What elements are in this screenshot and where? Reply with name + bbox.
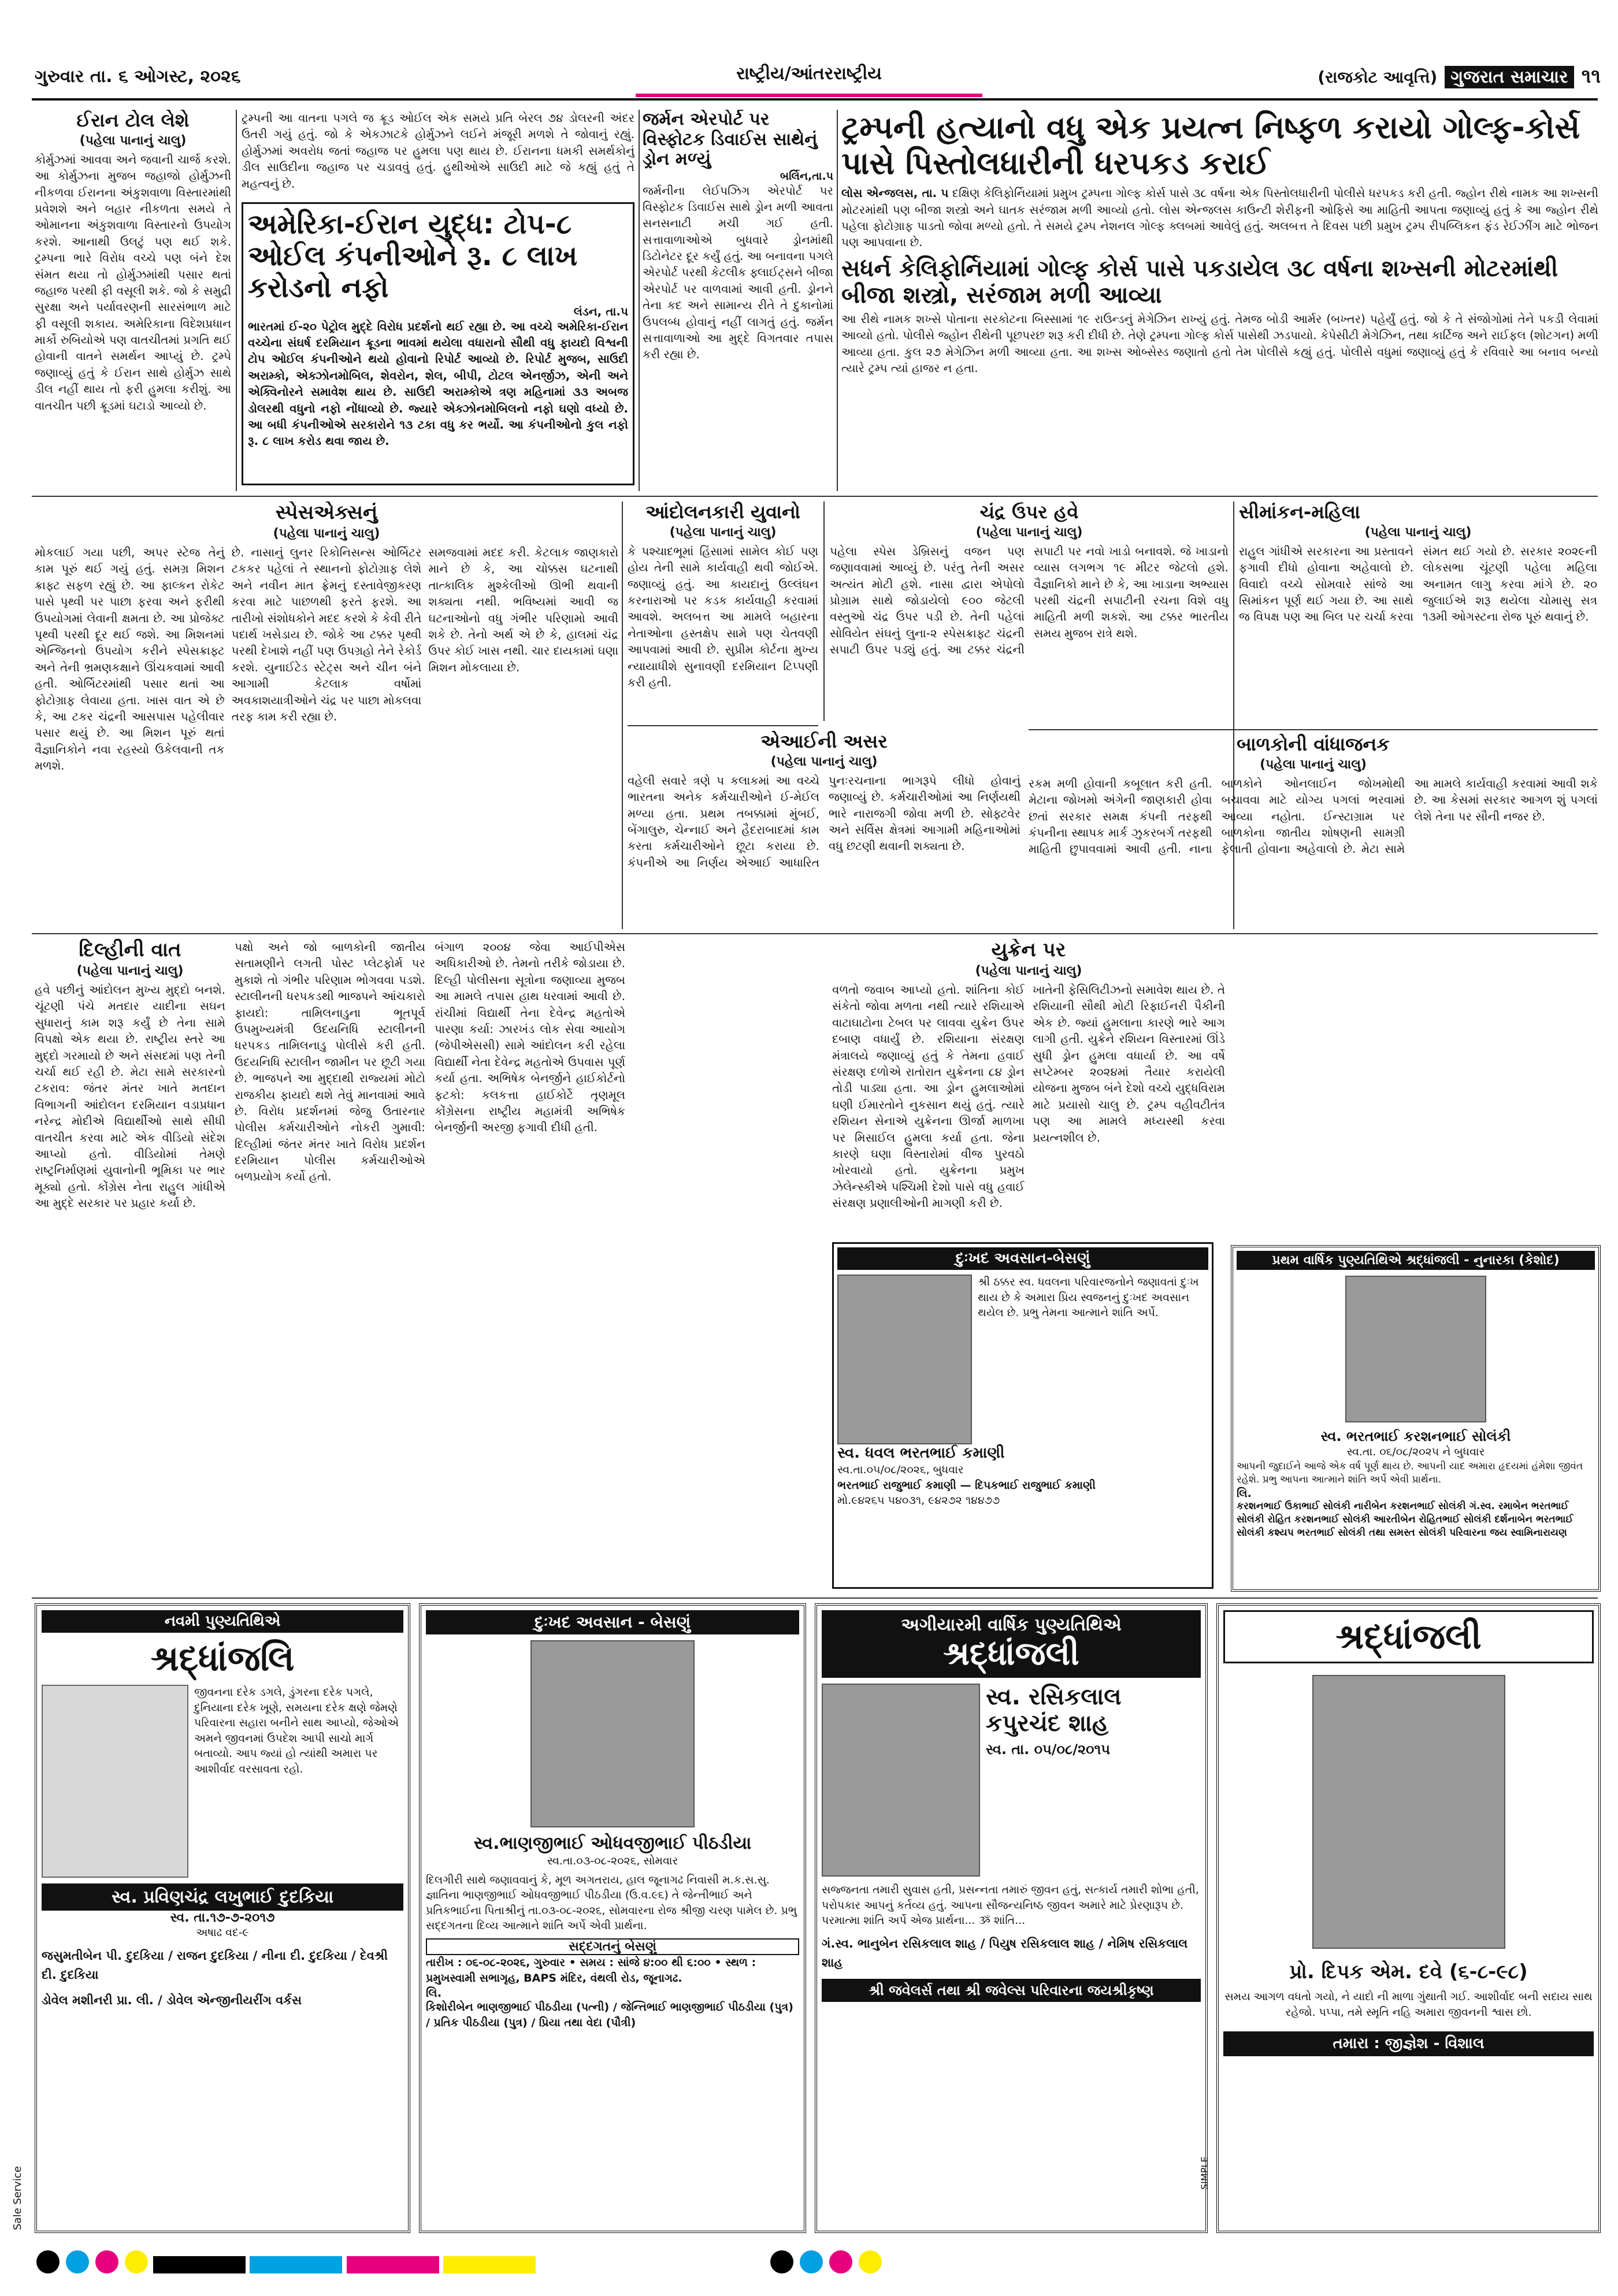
article-drone: [643, 110, 833, 491]
column-rule: [639, 110, 640, 491]
headline: ચંદ્ર ઉપર હવે: [979, 501, 1079, 523]
article-body: વળતો જવાબ આપ્યો હતો. શાંતિના કોઈ સંકેતો જોવા મળતા નથી ત્યારે રશિયાએ વાટાઘાટોના ટેબલ પર લાવવા યુક્રેન ઉપર દબાણ વધાર્યું છે. રશિયાના સંરક્ષણ મંત્રાલયે જણાવ્યું હતું કે તેમના હવાઈ સંરક્ષણ દળોએ રાતોરાત યુક્રેનના ૮૪ ડ્રોન તોડી પાડ્યા હતા. આ ડ્રોન હુમલાઓમાં ઘણી ઈમારતોને નુકસાન થયું હતું. ત્યારે રશિયન સેનાએ યુક્રેનના ઊર્જા માળખા પર મિસાઈલ હુમલા કર્યા હતા. જેના કારણે ઘણા વિસ્તારોમાં વીજ પુરવઠો ખોરવાયો હતો. યુક્રેનના પ્રમુખ ઝેલેન્સ્કીએ પશ્ચિમી દેશો પાસે વધુ હવાઈ સંરક્ષણ પ્રણાલીઓની માગણી કરી છે.: [832, 983, 1025, 1210]
reg-bar-cyan: [250, 2256, 342, 2273]
deceased-name: સ્વ. ધવલ ભરતભાઈ કમાણી: [837, 1444, 1005, 1462]
ad-body: દિલગીરી સાથે જણાવવાનું કે, મૂળ અગતરાય, હાલ જૂનાગઢ નિવાસી મ.ક.સ.સુ. જ્ઞાતિના ભાણજીભાઈ ઓધવજીભાઈ પીઠડીયા (ઉ.વ.૯૬) તે જેન્તીભાઈ અને પ્રતિકભાઈના પિતાશ્રીનું તા.૦૩-૦૮-૨૦૨૬, સોમવારના રોજ શ્રીજી ચરણ પામેલ છે. પ્રભુ સદ્દગતના દિવ્ય આત્માને શાંતિ અર્પે એવી પ્રાર્થના.: [426, 1873, 797, 1933]
column-rule: [622, 501, 623, 929]
stamp-text: Sale Service: [12, 2166, 24, 2230]
ad-title: શ્રદ્ધાંજલી: [943, 1635, 1079, 1673]
headline: આંદોલનકારી યુવાનો: [645, 501, 800, 523]
death-date: સ્વ. તા.૧૭-૭-૨૦૧૭: [170, 1911, 275, 1925]
death-date: સ્વ.તા.૦૫/૦૮/૨૦૨૬, બુધવાર: [837, 1463, 964, 1476]
portrait-photo: [530, 1640, 695, 1827]
death-date: સ્વ. તા. ૦૫/૦૮/૨૦૧૫: [986, 1741, 1111, 1758]
article-body: કોર્મુઝમાં આવવા અને જવાની ચાર્જ કરશે. આ કોર્મુઝના મુજબ જહાજો હોર્મુઝની નીકળવા ઈરાનના અંકુશવાળા વિસ્તારમાંથી પ્રવેશશે અને બહાર નીકળતા સમયે તે ઓમાનના અંકુશવાળા વિસ્તારનો ઉપયોગ કરશે. આનાથી ઉલટું પણ થઈ શકે. ટ્રમ્પના ભારે વિરોધ વચ્ચે પણ બંને દેશ સંમત થયા તો હોર્મુઝમાંથી પસાર થતાં જહાજ પરથી ફી વસૂલી શકે. જો કે સમુદ્રી સુરક્ષા અને પર્યાવરણની સારસંભાળ માટે ફી વસૂલી શકાય. અમેરિકાના વિદેશપ્રધાન માર્કો રુબિયોએ પણ વાતચીતમાં પ્રગતિ થઈ હોવાની વાતને સમર્થન આપ્યું છે. ટ્રમ્પે જણાવ્યું હતું કે ઈરાન સાથે હોર્મુઝ સાથે ડીલ નહીં થાય તો ફરી હુમલા કરીશું. આ વાતચીત પછી ક્રૂડમાં ઘટાડો આવ્યો છે.: [35, 152, 231, 413]
masthead-right: [1231, 65, 1601, 96]
continued-label: (પહેલા પાનાનું ચાલુ): [669, 525, 777, 540]
dateline: બર્લિન,તા.પ: [780, 169, 833, 183]
article-body: દક્ષિણ કેલિફોર્નિયામાં પ્રમુખ ટ્રમ્પના ગોલ્ફ કોર્સ પાસે ૩૮ વર્ષના એક પિસ્તોલધારીની પોલીસે ધરપકડ કરી હતી. જ્હોન રીથે નામક આ શખ્સની મોટરમાંથી પણ બીજા શસ્ત્રો અને ઘાતક સરંજામ મળી આવ્યો હતો. લોસ એન્જલસ કાઉન્ટી શેરીફની ઓફિસે આ માહિતી આપતા જણાવ્યું હતું કે આ જ્હોન રીથે પહેલા ફોટોગ્રાફ પાડતો જોવા મળ્યો હતો. તે સમયે ટ્રમ્પ નેશનલ ગોલ્ફ ક્લબમાં આવેલું હતું. અલબત્ત તે દિવસ પછી પ્રમુખ ટ્રમ્પ રીપબ્લિકન ફંડ રેઈઝીંગ માટે ભોજન પણ આપવાના છે.: [841, 186, 1598, 250]
masthead-date: [35, 66, 497, 95]
portrait-photo: [1312, 1675, 1505, 1949]
article-body: પક્ષો અને જો બાળકોની જાતીય સતામણીને લગતી પોસ્ટ પ્લેટફોર્મ પર મુકાશે તો ગંભીર પરિણામ ભોગવવા પડશે. સ્ટાલીનની ધરપકડથી ભાજપને આંચકારો ફાયદો: તામિલનાડુના ભૂતપૂર્વ ઉપમુખ્યમંત્રી ઉદયનિધિ સ્ટાલીનની ધરપકડ તામિલનાડુ પોલીસે કરી હતી. ઉદયનિધિ સ્ટાલીન જામીન પર છૂટી ગયા છે. ભાજપને આ મુદ્દાથી રાજ્યમાં મોટો રાજકીય ફાયદો થશે તેવું માનવામાં આવે છે. વિરોધ પ્રદર્શનમાં જેજુ ઉતારનાર પોલીસ કર્મચારીઓને નોકરી ગુમાવી: દિલ્હીમાં જંતર મંતર ખાતે વિરોધ પ્રદર્શન દરમિયાન પોલીસ કર્મચારીઓએ બળપ્રયોગ કર્યો હતો.: [235, 940, 425, 1184]
portrait-photo: [42, 1685, 188, 1878]
dateline: લંડન, તા.પ: [573, 304, 628, 318]
article-body: હવે પછીનું આંદોલન મુખ્ય મુદ્દો બનશે. ચૂંટણી પંચે મતદાર યાદીના સઘન સુધારાનું કામ શરૂ કર્યું છે તેના સામે વિપક્ષો એક થયા છે. રાષ્ટ્રીય સ્તરે આ મુદ્દો ગરમાયો છે અને સંસદમાં પણ તેની ચર્ચા થઈ રહી છે. મેટા સામે સરકારનો ટકરાવ: જંતર મંતર ખાતે મતદાન વિભાગની આંદોલન દરમિયાન વડાપ્રધાન નરેન્દ્ર મોદીએ વિદ્યાર્થીઓ સાથે સીધી વાતચીત કરવા માટે એક વીડિયો સંદેશ આપ્યો હતો. વીડિયોમાં તેમણે રાષ્ટ્રનિર્માણમાં યુવાનોની ભૂમિકા પર ભાર મૂક્યો હતો. કોંગ્રેસ નેતા રાહુલ ગાંધીએ આ મુદ્દે સરકાર પર પ્રહાર કર્યા છે.: [35, 983, 225, 1210]
article-body: ખાતેની ફેસિલિટીઝનો સમાવેશ થાય છે. તે રશિયાની સૌથી મોટી રિફાઈનરી પૈકીની એક છે. જ્યાં હુમલાના કારણે ભારે આગ લાગી હતી. યુક્રેને રશિયન વિસ્તારમાં ઊંડે સુધી ડ્રોન હુમલા વધાર્યા છે. આ વર્ષે સપ્ટેમ્બર ૨૦૨૪માં તૈયાર કરાયેલી યોજના મુજબ બંને દેશો વચ્ચે યુદ્ધવિરામ માટે પ્રયાસો ચાલુ છે. ટ્રમ્પ વહીવટીતંત્ર પણ આ મામલે મધ્યસ્થી કરવા પ્રયત્નશીલ છે.: [1033, 983, 1225, 1145]
paper-logo: ગુજરાત સમાચાર: [1445, 66, 1574, 88]
reg-dot-black: [36, 2250, 60, 2273]
article-body: સમજવામાં મદદ કરી. કેટલાક જાણકારો માને છે કે, આ ચોક્કસ ઘટનાથી તાત્કાલિક મુશ્કેલીઓ ઊભી થવાની શક્યતા નથી. ભવિષ્યમાં આવી જ ઘટનાઓનો વધુ ગંભીર પરિણામો આવી શકે છે. તેનો અર્થ એ છે કે, હાલમાં ચંદ્ર ઉપર કોઈ ખાસ નથી. ચાર દાયકામાં ઘણા મિશન મોકલાયા છે.: [428, 545, 618, 674]
row-rule: [32, 933, 1598, 934]
deceased-name: સ્વ. પ્રવિણચંદ્ર લખુભાઈ દુદકિયા: [42, 1883, 403, 1911]
besnu-details: તારીખ : ૦૬-૦૮-૨૦૨૬, ગુરુવાર • સમય : સાંજે ૪:૦૦ થી ૬:૦૦ • સ્થળ : પ્રમુખસ્વામી સભાગૃહ, BAPS મંદિર, વંથલી રોડ, જૂનાગઢ.: [426, 1956, 756, 1985]
column-rule: [823, 501, 825, 721]
article-oil-lead: [242, 110, 634, 202]
reg-bar-black: [153, 2256, 246, 2273]
article-body: બંગાળ ૨૦૦૪ જેવા આઈપીએસ અધિકારીઓ છે. તેમનો તરીકે જોડાયા છે. દિલ્હી પોલીસના સૂત્રોના જણાવ્યા મુજબ આ મામલે તપાસ હાથ ધરવામાં આવી છે. રાંચીમાં વિદ્યાર્થી તેના દેવેન્દ્ર મહતોએ પારણા કર્યા: ઝારખંડ લોક સેવા આયોગ (જેપીએસસી) સામે આંદોલન કરી રહેલા વિદ્યાર્થી નેતા દેવેન્દ્ર મહતોએ ઉપવાસ પૂર્ણ કર્યા હતા. અભિષેક બેનર્જીને હાઈકોર્ટનો ફટકો: કલકત્તા હાઈકોર્ટે તૃણમૂલ કોંગ્રેસના રાષ્ટ્રીય મહામંત્રી અભિષેક બેનર્જીની અરજી ફગાવી દીધી હતી.: [435, 940, 625, 1135]
stamp-text: SIMPLE: [1199, 2156, 1210, 2190]
deceased-name: પ્રો. દિપક એમ. દવે: [1289, 1960, 1442, 1983]
ad-mourning-dhaval: [832, 1242, 1214, 1589]
issue-date: ગુરુવાર તા. ૬ ઓગસ્ટ, ૨૦૨૬: [35, 66, 241, 87]
column-rule: [837, 110, 838, 491]
deceased-name: સ્વ.ભાણજીભાઈ ઓધવજીભાઈ પીઠડીયા: [473, 1833, 752, 1853]
continued-label: (પહેલા પાનાનું ચાલુ): [770, 754, 878, 769]
ad-signoff: લિ.: [426, 1986, 442, 2000]
article-body: ટ્રમ્પની આ વાતના પગલે જ ક્રૂડ ઓઈલ એક સમયે પ્રતિ બેરલ ૭૪ ડોલરની અંદર ઉતરી ગયું હતું. જો કે એકઝાટકે હોર્મુઝને લઈને મંજૂરી મળશે તે જોવાનું રહ્યું. હોર્મુઝમાં અવરોધ જતાં જહાજ પર હુમલા પણ થાય છે. ઈરાનના ધમકી સમર્થકોનું ડીલ સાઉદીના જહાજ પર ચડાવવું હતું. હુથીઓએ સાઉદી માટે જે કહ્યું હતું તે મહત્વનું છે.: [242, 111, 634, 191]
ad-body: સમય આગળ વધતો ગયો, ને યાદો ની માળા ગુંથાતી ગઈ. આશીર્વાદ બની સદાય સાથ રહેજો. પપ્પા, તમે સ્મૃતિ નહિ અમારા જીવનની શ્વાસ છો.: [1224, 1990, 1593, 2019]
stamp-left: [12, 2149, 35, 2230]
article-body: વહેલી સવારે ત્રણે પ કલાકમાં આ વચ્ચે ભારતના અનેક કર્મચારીઓને ઈ-મેઈલ મળ્યા હતા. પ્રથમ તબક્કામાં મુંબઈ, બેંગાલુરુ, ચેન્નાઈ અને હૈદરાબાદમાં કામ કરતા કર્મચારીઓને છૂટા કરાયા છે. કંપનીએ આ નિર્ણય એઆઈ આધારિત પુનઃરચનાના ભાગરૂપે લીધો હોવાનું જણાવ્યું છે. કર્મચારીઓમાં આ નિર્ણયથી ભારે નારાજગી જોવા મળી છે. સોફ્ટવેર અને સર્વિસ ક્ષેત્રમાં આગામી મહિનાઓમાં વધુ છટણી થવાની શક્યતા છે.: [628, 773, 1020, 870]
ad-signature: તમારા : જીજ્ઞેશ - વિશાલ: [1223, 2031, 1594, 2056]
article-youth: [628, 501, 818, 721]
header-rule: [32, 98, 1598, 101]
ad-title: શ્રદ્ધાંજલિ: [150, 1639, 295, 1679]
article-body: રકમ મળી હોવાની કબૂલાત કરી હતી. મેટાના જોખમો અંગેની જાણકારી હોવા છતાં સરકાર સમક્ષ કંપની તરફથી કંપનીના સ્થાપક માર્ક ઝુકરબર્ગ તરફથી માહિતી છુપાવવામાં આવી હતી. નાના બાળકોને ઓનલાઈન જોખમોથી બચાવવા માટે યોગ્ય પગલાં ભરવામાં આવ્યા નહોતા. ઈન્સ્ટાગ્રામ પર બાળકોના જાતીય શોષણની સામગ્રી ફેલાતી હોવાના અહેવાલો છે. મેટા સામે આ મામલે કાર્યવાહી કરવામાં આવી શકે છે. આ કેસમાં સરકાર આગળ શું પગલાં લેશે તેના પર સૌની નજર છે.: [1029, 776, 1598, 856]
article-iran-toll: [35, 110, 231, 491]
edition-label: (રાજકોટ આવૃત્તિ): [1318, 68, 1438, 87]
article-body: છે. નાસાનું લુનર રિકોનિસન્સ ઓર્બિટર ટકકર પહેલાં તે સ્થાનનો ફોટોગ્રાફ લેશે અને નવીન માત ફ્રેમનું દસ્તાવેજીકરણ કરવા માટે પાછળથી ફરતે ફરશે. આ તારીખો સંશોધકોને મદદ કરશે કે કેવી રીતે પદાર્થ ખસેડાય છે. જોકે આ ટક્કર પૃથ્વી પરથી દેખાશે નહીં પણ ઉપગ્રહો તેને રેકોર્ડ કરશે. યુનાઈટેડ સ્ટેટ્સ અને ચીન બંને આગામી કેટલાક વર્ષોમાં અવકાશયાત્રીઓને ચંદ્ર પર પાછા મોકલવા તરફ કામ કરી રહ્યા છે.: [231, 545, 422, 723]
continued-label: (પહેલા પાનાનું ચાલુ): [975, 964, 1082, 979]
headline: જર્મન એરપોર્ટ પર વિસ્ફોટક ડિવાઈસ સાથેનું ડ્રોન મળ્યું: [643, 110, 818, 169]
header-accent-rule: [636, 94, 982, 97]
article-body: જર્મનીના લેઈપઝિગ એરપોર્ટ પર વિસ્ફોટક ડિવાઈસ સાથે ડ્રોન મળી આવતા સનસનાટી મચી ગઈ હતી. સત્તાવાળાઓએ બુધવારે ડ્રોનમાંથી ડિટોનેટર દૂર કર્યું હતું. આ બનાવના પગલે એરપોર્ટ પરથી કેટલીક ફ્લાઈટ્સને બીજા એરપોર્ટ પર વાળવામાં આવી હતી. ડ્રોનને તેના કદ અને સામાન્ય રીતે તે દુકાનોમાં ઉપલબ્ધ હોવાનું નહીં લાગતું હતું. જર્મન સત્તાવાળાઓ આ મુદ્દે વિગતવાર તપાસ કરી રહ્યા છે.: [643, 183, 833, 362]
article-moon: [830, 501, 1229, 727]
column-rule: [236, 110, 237, 491]
article-oil-profit: [242, 202, 634, 485]
portrait-photo: [822, 1684, 980, 1877]
firm-names: ડોવેલ મશીનરી પ્રા. લી. / ડોવેલ એન્જીનીયરીંગ વર્કસ: [42, 1993, 302, 2007]
ad-body: આપની જુદાઈને આજે એક વર્ષ પૂર્ણ થાય છે. આપની યાદ અમારા હૃદયમાં હંમેશા જીવંત રહેશે. પ્રભુ આપના આત્માને શાંતિ અર્પે એવી પ્રાર્થના.: [1237, 1460, 1583, 1486]
row-rule: [1029, 729, 1598, 730]
headline: એઆઈની અસર: [760, 731, 888, 752]
article-children: [1029, 734, 1598, 924]
stamp-right: [1199, 2138, 1216, 2195]
headline: બાળકોની વાંધાજનક: [1237, 734, 1390, 755]
ad-top-label: નવમી પુણ્યતિથિએ: [42, 1610, 403, 1633]
family-names: કિશોરીબેન ભાણજીભાઈ પીઠડીયા (પત્ની) / જેન્તિભાઈ ભાણજીભાઈ પીઠડીયા (પુત્ર) / પ્રતિક પીઠડીયા (પુત્ર) / પ્રિયા તથા વેદા (પૌત્રી): [426, 2001, 793, 2029]
headline: સ્પેસએક્સનું: [275, 501, 378, 524]
reg-bar-yellow: [443, 2256, 536, 2273]
article-body: મોકલાઈ ગયા પછી, અપર સ્ટેજ તેનું કામ પૂરું થઈ ગયું હતું. સમગ્ર મિશન ક્રાફ્ટ સફળ રહ્યું છે. આ ફાલ્કન રોકેટ પાસે પૃથ્વી પર પાછા ફરવા અને ફરીથી ઉપયોગમાં લેવાની ક્ષમતા છે. આ પ્રોજેક્ટ પૃથ્વી પરથી દૂર થઈ જશે. આ મિશનમાં એન્જિનનો ઉપયોગ કરીને સ્પેસક્રાફ્ટ અને તેની ભ્રમણકક્ષાને ઊંચકવામાં આવી હતી. ઓર્બિટરમાંથી પસાર થતાં આ ફોટોગ્રાફ લેવાયા હતા. ખાસ વાત એ છે કે, આ ટકર ચંદ્રની આસપાસ પહેલીવાર પસાર થયું છે. આ મિશન પૂરું થતાં વૈજ્ઞાનિકોને નવા રહસ્યો ઉકેલવાની તક મળશે.: [35, 545, 225, 773]
registration-bar: [35, 2250, 1595, 2279]
ad-body: જીવનના દરેક ડગલે, ડુંગરના દરેક પગલે, દુનિયાના દરેક ખૂણે, સમયના દરેક ક્ષણે જેમણે પરિવારના સહારા બનીને સાથ આપ્યો, જેઓએ અમને જીવનમાં ઉપદેશ આપી સાચો માર્ગ બતાવ્યો. આપ જ્યાં હો ત્યાંથી અમારા પર આશીર્વાદ વરસાવતા રહો.: [194, 1686, 399, 1775]
family-names: ગં.સ્વ. ભાનુબેન રસિકલાલ શાહ / પિયુષ રસિકલાલ શાહ / નેમિષ રસિકલાલ શાહ: [822, 1936, 1188, 1970]
ad-top-label: અગીયારમી વાર્ષિક પુણ્યતિથિએ: [901, 1615, 1122, 1635]
continued-label: (પહેલા પાનાનું ચાલુ): [1364, 525, 1472, 540]
family-names: જસુમતીબેન પી. દુદકિયા / રાજન દુદકિયા / નીના દી. દુદકિયા / દેવશ્રી દી. દુદકિયા: [42, 1948, 388, 1982]
reg-dot-yellow: [859, 2250, 882, 2273]
phone-numbers: મો.૯૪૨૬૫ ૫૪૦૩૧, ૯૪૨૭૨ ૧૪૪૭૭: [837, 1494, 1000, 1507]
ad-tribute-dave: [1216, 1603, 1601, 2233]
deceased-name: સ્વ. ભરતભાઈ કરશનભાઈ સોલંકી: [1320, 1428, 1511, 1444]
ad-tribute-shah: [815, 1603, 1208, 2233]
article-ai: [628, 731, 1020, 927]
ad-title: દુઃખદ અવસાન-બેસણું: [837, 1247, 1208, 1270]
death-date: સ્વ.તા. ૦૬/૦૮/૨૦૨૫ ને બુધવાર: [1346, 1446, 1485, 1458]
lunar-date: અષાઢ વદ-૯: [196, 1926, 249, 1939]
headline: અમેરિકા-ઈરાન યુદ્ધ: ટોપ-૮ ઓઈલ કંપનીઓને રૂ. ૮ લાખ કરોડનો નફો: [248, 208, 578, 304]
article-delhi: [35, 939, 826, 1592]
section-label: રાષ્ટ્રીય/આંતરરાષ્ટ્રીય: [736, 64, 882, 84]
reg-dot-black: [770, 2250, 793, 2273]
reg-dot-yellow: [125, 2250, 148, 2273]
article-body: પહેલા સ્પેસ ડેબ્રિસનું વજન પણ જણાવવામાં આવ્યું છે. પરંતુ તેની અસર અત્યંત મોટી હશે. નાસા દ્વારા એપોલો પ્રોગ્રામ સાથે જોડાયેલો ૯૦૦ જેટલી વસ્તુઓ ચંદ્ર ઉપર પડી છે. તેની પહેલાં સોવિયેત સંઘનું લુના-૨ સ્પેસક્રાફ્ટ ચંદ્રની સપાટી ઉપર પડ્યું હતું. આ ટક્કર ચંદ્રની સપાટી પર નવો ખાડો બનાવશે. જે ખાડાનો વ્યાસ લગભગ ૧૯ મીટર જેટલો હશે. વૈજ્ઞાનિકો માને છે કે, આ ખાડાના અભ્યાસ પરથી ચંદ્રની સપાટીની રચના વિશે વધુ માહિતી મળી શકશે. આ ટક્કર ભારતીય સમય મુજબ રાત્રે થશે.: [830, 544, 1229, 657]
continued-label: (પહેલા પાનાનું ચાલુ): [1260, 757, 1367, 772]
ad-title: શ્રદ્ધાંજલી: [1223, 1610, 1594, 1663]
reg-dot-cyan: [66, 2250, 89, 2273]
dateline: લોસ એન્જલસ, તા. પ: [841, 186, 949, 200]
article-trump-golf: [841, 110, 1598, 491]
ad-title: દુઃખદ અવસાન - બેસણું: [426, 1610, 799, 1634]
ad-signoff: લિ.: [1237, 1487, 1252, 1500]
reg-dot-magenta: [829, 2250, 852, 2273]
headline: ઈરાન ટોલ લેશે: [76, 110, 190, 131]
headline: દિલ્હીની વાત: [79, 939, 181, 961]
row-rule: [628, 725, 818, 726]
reg-bar-magenta: [347, 2256, 439, 2273]
ad-tribute-dudakiya: [35, 1603, 410, 2233]
article-body: ભારતમાં ઈ-૨૦ પેટ્રોલ મુદ્દે વિરોધ પ્રદર્શનો થઈ રહ્યા છે. આ વચ્ચે અમેરિકા-ઈરાન વચ્ચેના સંઘર્ષ દરમિયાન ક્રૂડના ભાવમાં થયેલા વધારાનો સૌથી વધુ ફાયદો વિશ્વની ટોપ ઓઈલ કંપનીઓને થયો હોવાનો રિપોર્ટ આવ્યો છે. રિપોર્ટ મુજબ, સાઉદી અરામ્કો, એક્ઝોનમોબિલ, શેવરોન, શેલ, બીપી, ટોટલ એનર્જીઝ, એની અને એક્વિનોરને સમાવેશ થાય છે. સાઉદી અરામ્કોએ ત્રણ મહિનામાં ૩૩ અબજ ડોલરથી વધુનો નફો નોંધાવ્યો છે. જ્યારે એક્ઝોનમોબિલનો નફો ઘણો વધ્યો છે. આ બધી કંપનીઓએ સરકારોને ૧૩ ટકા વધુ કર ભર્યો. આ કંપનીઓનો કુલ નફો રૂ. ૮ લાખ કરોડ થવા જાય છે.: [248, 319, 628, 448]
death-date: સ્વ.તા.૦૩-૦૮-૨૦૨૬, સોમવાર: [547, 1855, 678, 1867]
continued-label: (પહેલા પાનાનું ચાલુ): [79, 133, 187, 148]
death-date: (૬-૮-૯૮): [1449, 1960, 1528, 1983]
section-title: [636, 64, 982, 95]
article-ukraine: [832, 939, 1225, 1228]
headline: યુક્રેન પર: [991, 939, 1066, 961]
reg-dot-cyan: [800, 2250, 823, 2273]
row-rule: [32, 1597, 1598, 1599]
continued-label: (પહેલા પાનાનું ચાલુ): [975, 525, 1083, 540]
ad-body: સજ્જનતા તમારી સુવાસ હતી, પ્રસન્નતા તમારું જીવન હતું, સત્કાર્ય તમારી શોભા હતી, પરોપકાર આપનું કર્તવ્ય હતું. આપના સૌજન્યનિષ્ઠ જીવન અમારે માટે પ્રેરણારૂપ છે. પરમાત્મા શાંતિ અર્પે એજ પ્રાર્થના... ૐ શાંતિ...: [822, 1883, 1199, 1927]
portrait-photo: [837, 1275, 972, 1444]
subheadline: સધર્ન કેલિફોર્નિયામાં ગોલ્ફ કોર્સ પાસે પકડાયેલ ૩૮ વર્ષના શખ્સની મોટરમાંથી બીજા શસ્ત્રો, સરંજામ મળી આવ્યા: [841, 255, 1558, 309]
ad-body: શ્રી ઠક્કર સ્વ. ધવલના પરિવારજનોને જણાવતાં દુઃખ થાય છે કે અમારા પ્રિય સ્વજનનું દુઃખદ અવસાન થયેલ છે. પ્રભુ તેમના આત્માને શાંતિ અર્પે.: [978, 1276, 1199, 1320]
reg-dot-magenta: [95, 2250, 118, 2273]
family-names: ભરતભાઈ રાજુભાઈ કમાણી — દિપકભાઈ રાજુભાઈ કમાણી: [837, 1478, 1096, 1492]
ad-tribute-solanki: [1231, 1245, 1601, 1592]
continued-label: (પહેલા પાનાનું ચાલુ): [273, 526, 380, 541]
article-body: કે પશ્ચાદભૂમાં હિંસામાં સામેલ કોઈ પણ હોય તેની સામે કાર્યવાહી થવી જોઈએ. જણાવ્યું હતું. આ કાયદાનું ઉલ્લંઘન કરનારાઓ પર કડક કાર્યવાહી કરવામાં આવશે. અલબત્ત આ મામલે બહારના નેતાઓના હસ્તક્ષેપ સામે પણ ચેતવણી આપવામાં આવી છે. સુપ્રીમ કોર્ટના મુખ્ય ન્યાયાધીશે સુનાવણી દરમિયાન ટિપ્પણી કરી હતી.: [628, 544, 818, 689]
family-names: કરશનભાઈ ઉકાભાઈ સોલંકી નારીબેન કરશનભાઈ સોલંકી ગં.સ્વ. રમાબેન ભરતભાઈ સોલંકી રોહિત કરશનભાઈ સોલંકી આરતીબેન રોહિતભાઈ સોલંકી દર્શનાબેન ભરતભાઈ સોલંકી કશ્યપ ભરતભાઈ સોલંકી તથા સમસ્ત સોલંકી પરિવારના જય સ્વામિનારાયણ: [1237, 1500, 1574, 1539]
ad-banner: પ્રથમ વાર્ષિક પુણ્યતિથિએ શ્રદ્ધાંજલી - નુનારકા (કેશોદ): [1237, 1251, 1595, 1270]
deceased-name: સ્વ. રસિકલાલ કપુરચંદ શાહ: [986, 1684, 1122, 1737]
ad-footer: શ્રી જવેલર્સ તથા શ્રી જવેલ્સ પરિવારના જયશ્રીકૃષ્ણ: [822, 1979, 1201, 2002]
article-body: રાહુલ ગાંધીએ સરકારના આ પ્રસ્તાવને ફગાવી દીધો હોવાના અહેવાલો છે. વિવાદો વચ્ચે સોમવારે સાંજે આ સિમાંકન પૂર્ણ થઈ ગયા છે. આ સાથે જ વિપક્ષ પણ આ બિલ પર ચર્ચા કરવા સંમત થઈ ગયો છે. સરકાર ૨૦૨૯ની લોકસભા ચૂંટણી પહેલા મહિલા અનામત લાગુ કરવા માંગે છે. ૨૦ જુલાઈએ શરૂ થયેલા ચોમાસુ સત્ર ૧૩મી ઓગસ્ટના રોજ પૂરું થવાનું છે.: [1239, 544, 1597, 624]
besnu-title: સદ્દગતનું બેસણું: [426, 1938, 799, 1955]
headline: સીમાંકન-મહિલા: [1239, 501, 1360, 523]
portrait-photo: [1345, 1276, 1486, 1422]
article-body: આ રીથે નામક શખ્સે પોતાના સરકોટના બિસ્સામાં ૧૯ રાઉન્ડનું મેગેઝિન રાખ્યું હતું. તેમજ બોડી આર્મર (બખ્તર) પહેર્યું હતું. જો કે તે સંજોગોમાં તેને પકડી લેવામાં આવ્યો હતો. પોલીસે જ્હોન રીથેની પૂછપરછ શરૂ કરી દીધી છે. તેણે ટ્રમ્પના ગોલ્ફ કોર્સ પાસેથી ઝડપાયો. કેપેસીટી મેગેઝિન, તથા કાર્ટિજ અને રાઈફલ (શોટગન) મળી આવ્યા હતા. કુલ ૨૭ મેગેઝિન મળી આવ્યા હતા. આ શખ્સ ઓબ્સેસ્ડ જણાતો હતો તેમ પોલીસે કહ્યું હતું. પોલીસે વધુમાં જણાવ્યું હતું કે રવિવારે આ બનાવ બન્યો ત્યારે ટ્રમ્પ ત્યાં હાજર ન હતા.: [841, 311, 1598, 375]
row-rule: [32, 496, 1598, 497]
headline: ટ્રમ્પની હત્યાનો વધુ એક પ્રયત્ન નિષ્ફળ કરાયો ગોલ્ફ-કોર્સ પાસે પિસ્તોલધારીની ધરપકડ કરાઈ: [841, 110, 1580, 182]
ad-mourning-pithadiya: [419, 1603, 806, 2233]
continued-label: (પહેલા પાનાનું ચાલુ): [76, 964, 184, 979]
article-delimitation: [1239, 501, 1597, 727]
page-number: ૧૧: [1581, 65, 1601, 88]
article-spacex: [35, 501, 618, 929]
